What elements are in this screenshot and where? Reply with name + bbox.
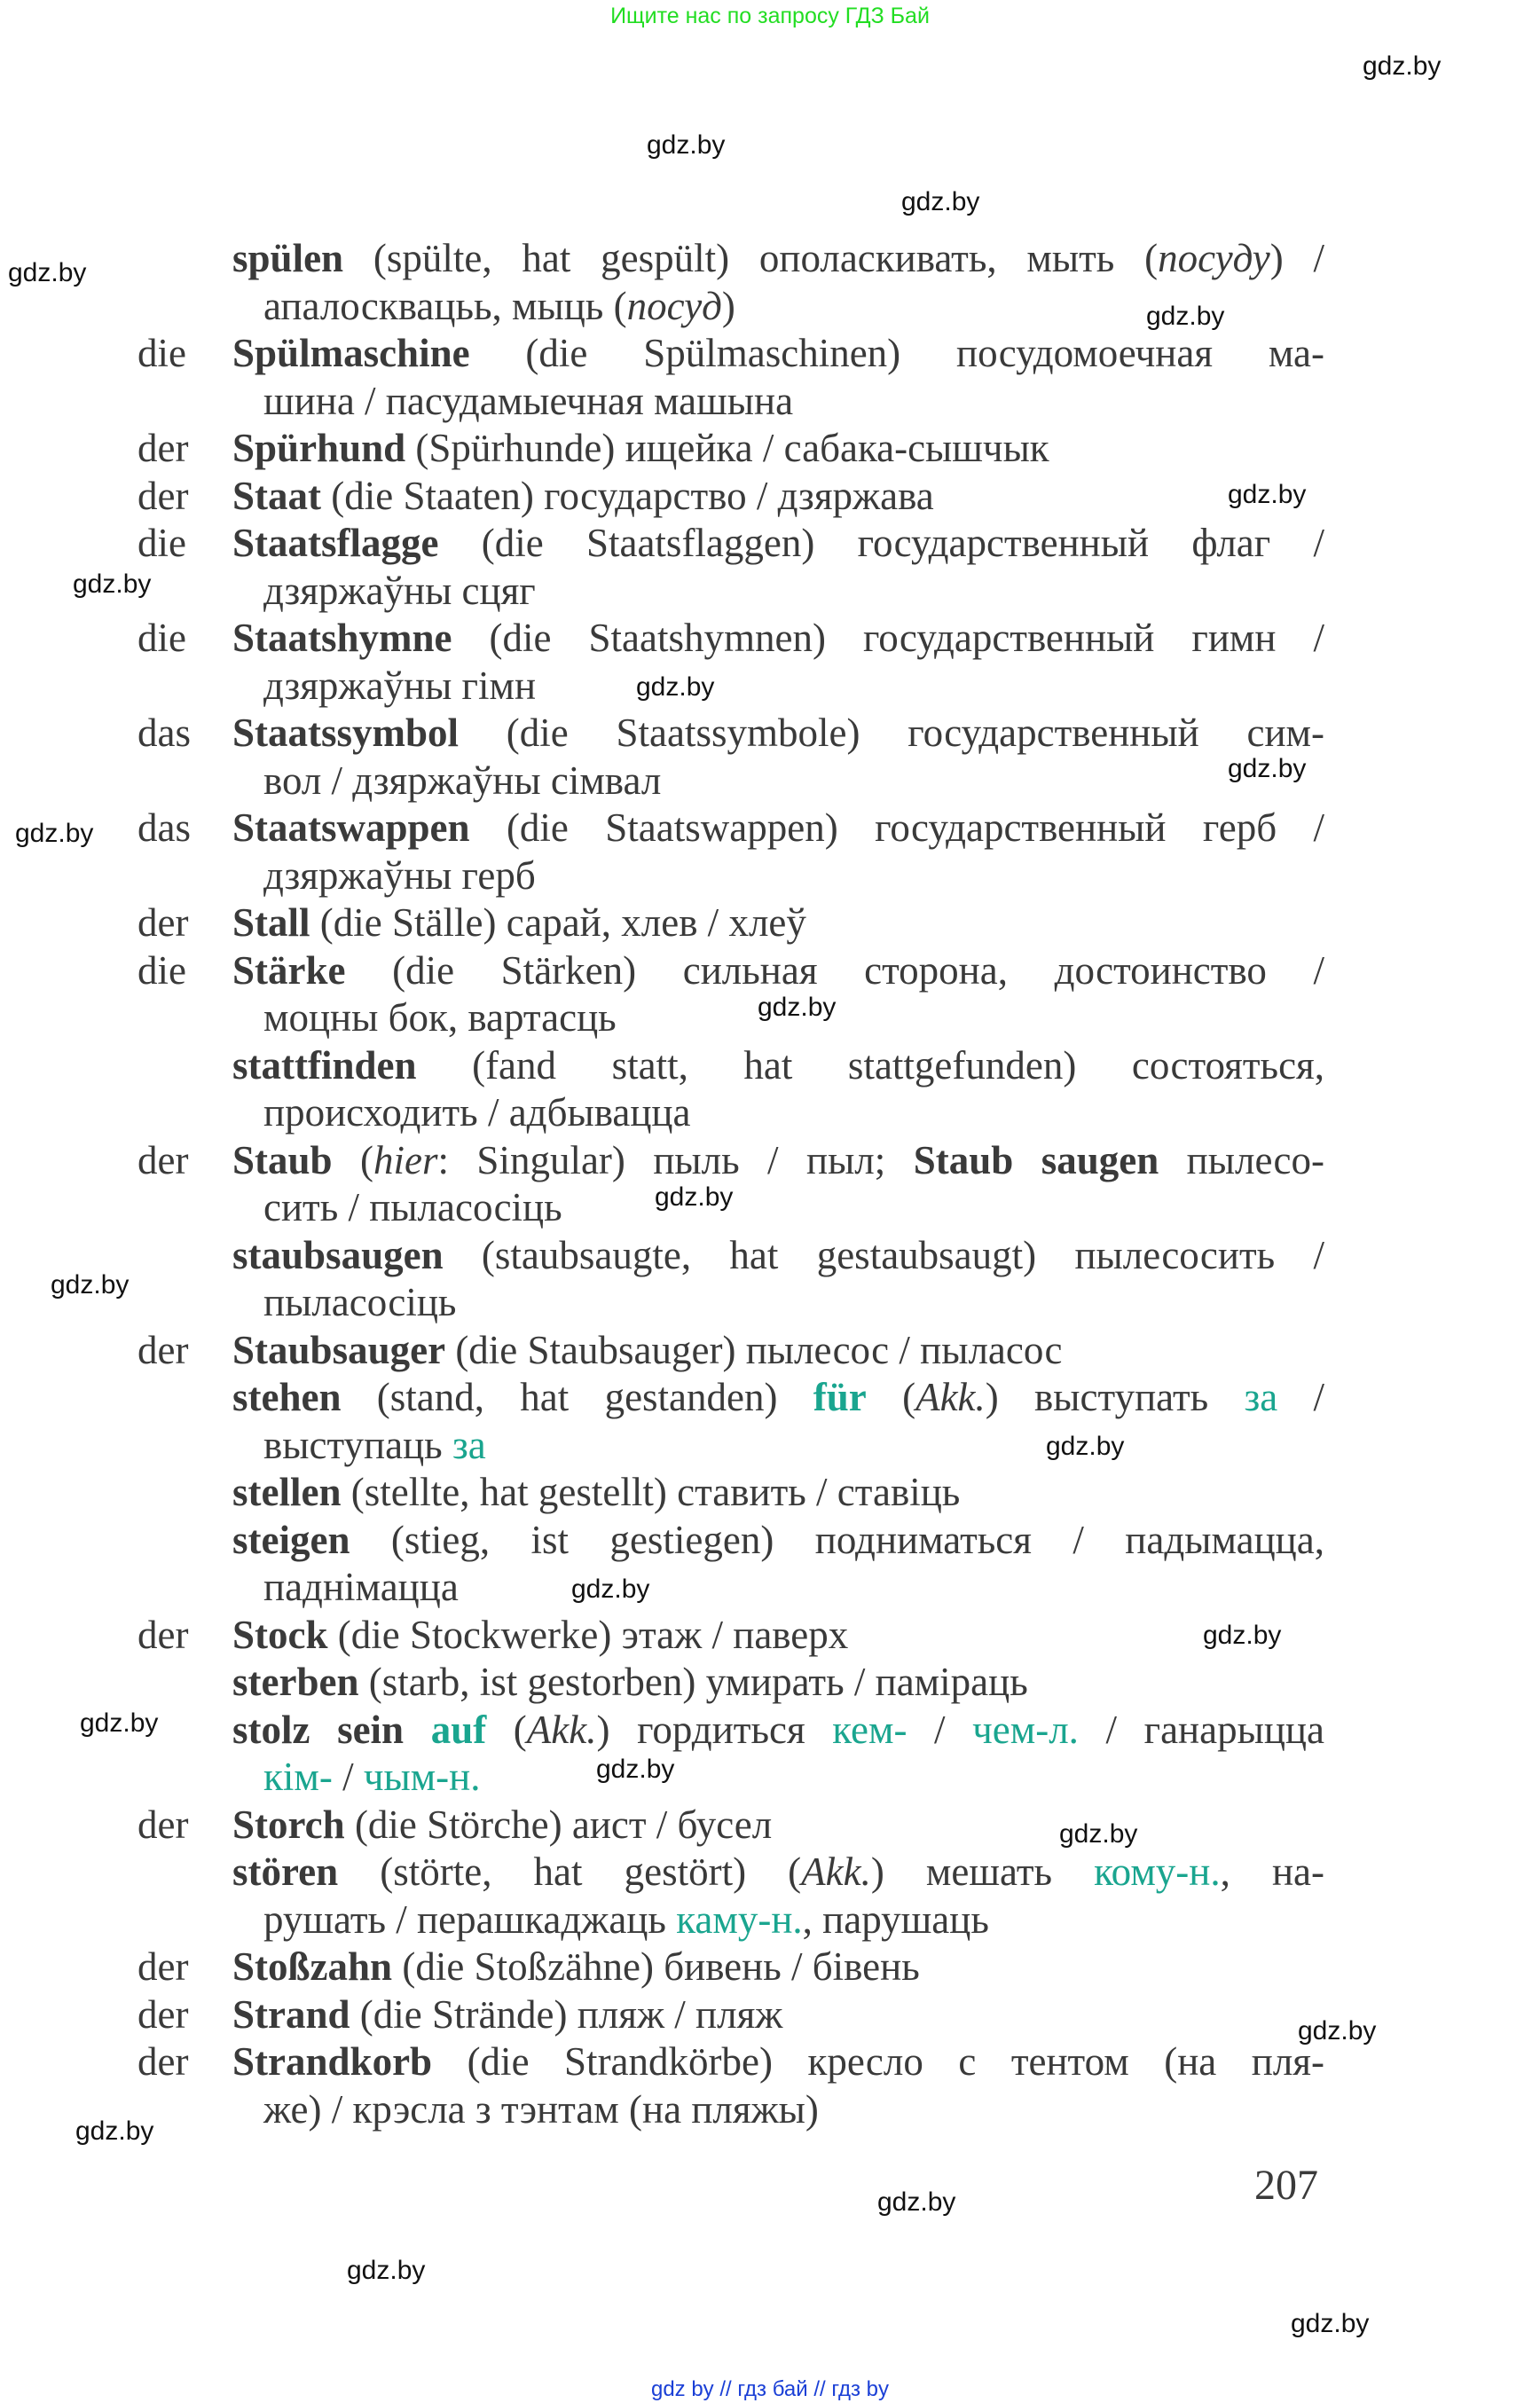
dictionary-entry <box>0 1137 1540 1232</box>
headword: Spülmaschine <box>232 331 470 375</box>
dictionary-entry <box>0 1469 1540 1517</box>
dictionary-entry <box>0 1612 1540 1660</box>
entry-line <box>263 852 1324 900</box>
entry-line <box>232 1944 1324 1991</box>
headword: stehen <box>232 1375 342 1419</box>
entry-text: (starb, ist gestorben) умирать / паміраць <box>358 1660 1028 1704</box>
entry-text: / ганарыцца <box>1078 1707 1324 1752</box>
dictionary-entry <box>0 330 1540 425</box>
entry-line <box>263 1422 1324 1470</box>
watermark: gdz.by <box>596 1755 675 1784</box>
entry-line <box>232 330 1324 378</box>
entry-line <box>232 1517 1324 1565</box>
headword: Staatssymbol <box>232 711 460 755</box>
entry-line <box>232 1612 1324 1660</box>
entry-article: der <box>138 426 189 470</box>
headword: stattfinden <box>232 1042 417 1088</box>
headword: Staub <box>232 1137 333 1182</box>
dictionary-entry <box>0 1374 1540 1469</box>
headword: staubsaugen <box>232 1232 444 1277</box>
entry-text: (die Ställe) сарай, хлев / хлеў <box>310 900 806 945</box>
dictionary-entry <box>0 1659 1540 1707</box>
watermark: gdz.by <box>1363 51 1442 81</box>
entry-line <box>232 947 1324 995</box>
accent-preposition: auf <box>430 1707 487 1752</box>
page-number: 207 <box>1254 2162 1318 2209</box>
dictionary-entry <box>0 1849 1540 1944</box>
watermark: gdz.by <box>347 2256 426 2285</box>
entry-text: (die Strände) пляж / пляж <box>350 1991 783 2037</box>
accent-text: кому-н. <box>1094 1849 1221 1894</box>
entry-line <box>232 1137 1324 1185</box>
accent-text: чым-н. <box>363 1755 481 1799</box>
entry-text: дзяржаўны герб <box>263 852 536 898</box>
entry-text: (die Staubsauger) пылесос / пыласос <box>445 1327 1063 1372</box>
entry-line <box>232 473 1324 521</box>
headword: stellen <box>232 1470 342 1514</box>
entry-text: (die Spülmaschinen) посудомоечная ма- <box>469 331 1324 375</box>
headword: Staub saugen <box>913 1137 1159 1182</box>
entry-line <box>263 1279 1324 1327</box>
entry-line <box>232 1707 1324 1755</box>
entry-line <box>232 1991 1324 2039</box>
headword: Spürhund <box>232 426 406 470</box>
accent-preposition: für <box>813 1375 867 1419</box>
entry-text: (störte, hat gestört) ( <box>338 1849 802 1894</box>
entry-article: der <box>138 1612 189 1657</box>
watermark: gdz.by <box>758 993 837 1022</box>
headword: Staubsauger <box>232 1327 446 1372</box>
entry-line <box>263 1184 1324 1232</box>
footer-links: gdz by // гдз бай // гдз by <box>650 2377 890 2401</box>
search-hint-banner: Ищите нас по запросу ГДЗ Бай <box>610 4 930 28</box>
headword: Storch <box>232 1802 345 1847</box>
italic-text: hier <box>373 1137 438 1182</box>
entry-article: der <box>138 2039 189 2084</box>
entry-text: ( <box>332 1137 373 1182</box>
watermark: gdz.by <box>1291 2309 1370 2338</box>
watermark: gdz.by <box>655 1182 734 1212</box>
watermark: gdz.by <box>647 130 726 160</box>
dictionary-entry <box>0 947 1540 1042</box>
entry-line <box>232 235 1324 283</box>
entry-line <box>263 994 1324 1042</box>
italic-text: Akk. <box>915 1375 986 1419</box>
entry-text: происходить / адбывацца <box>263 1090 691 1135</box>
entry-text: (die Störche) аист / бусел <box>344 1802 773 1847</box>
entry-article: die <box>138 616 186 660</box>
entry-line <box>232 1374 1324 1422</box>
watermark: gdz.by <box>75 2116 154 2146</box>
dictionary-entry <box>0 1707 1540 1802</box>
entry-text: рушать / перашкаджаць <box>263 1896 677 1942</box>
entry-text: же) / крэсла з тэнтам (на пляжы) <box>263 2086 819 2132</box>
entry-text: : Singular) пыль / пыл; <box>437 1137 914 1182</box>
entry-line <box>263 2086 1324 2134</box>
entry-line <box>263 283 1324 331</box>
entry-article: der <box>138 1327 189 1372</box>
entry-text: ) / <box>1269 236 1324 280</box>
watermark: gdz.by <box>1059 1819 1138 1849</box>
accent-text: каму-н. <box>676 1896 803 1942</box>
entry-text: (stand, hat gestanden) <box>341 1375 813 1419</box>
headword: Strandkorb <box>232 2039 433 2084</box>
entry-text: (die Stoßzähne) бивень / бівень <box>392 1944 920 1989</box>
entry-text: шина / пасудамыечная машына <box>263 378 794 423</box>
entry-line <box>232 425 1324 473</box>
entry-text: (die Stärken) сильная сторона, достоинство / <box>345 947 1324 993</box>
watermark: gdz.by <box>901 187 980 216</box>
dictionary-entry <box>0 473 1540 521</box>
headword: stolz sein <box>232 1707 431 1752</box>
entry-text: пылесо- <box>1159 1137 1324 1182</box>
italic-text: Akk. <box>526 1707 597 1752</box>
entry-line <box>263 1564 1324 1612</box>
headword: Staatswappen <box>232 805 470 850</box>
entry-text: (die Staatswappen) государственный герб / <box>469 805 1324 850</box>
dictionary-entry <box>0 2038 1540 2133</box>
entry-text: (die Staatsflaggen) государственный флаг / <box>438 521 1324 565</box>
dictionary-entry <box>0 1042 1540 1137</box>
entry-text: выступаць <box>263 1422 452 1467</box>
watermark: gdz.by <box>1298 2016 1377 2046</box>
dictionary-entry <box>0 615 1540 710</box>
entry-text: дзяржаўны гімн <box>263 663 537 708</box>
entry-text: / <box>1277 1375 1324 1419</box>
accent-text: чем-л. <box>972 1707 1079 1752</box>
headword: Strand <box>232 1991 350 2037</box>
entry-article: das <box>138 805 191 850</box>
entry-text: паднімацца <box>263 1565 459 1609</box>
entry-text: ( <box>486 1707 527 1752</box>
entry-line <box>232 1042 1324 1090</box>
entry-line <box>263 663 1324 711</box>
dictionary-entry <box>0 710 1540 805</box>
headword: Staat <box>232 473 321 518</box>
headword: Stall <box>232 900 310 945</box>
entry-text: (stieg, ist gestiegen) подниматься / падымацца, <box>350 1517 1324 1562</box>
entry-line <box>263 568 1324 616</box>
entry-line <box>263 1089 1324 1137</box>
watermark: gdz.by <box>1203 1621 1282 1650</box>
entry-article: der <box>138 1944 189 1989</box>
entry-article: der <box>138 900 189 945</box>
entry-text: (Spürhunde) ищейка / сабака-сышчык <box>405 426 1049 470</box>
entry-text: апалосквацьь, мыць ( <box>263 283 627 328</box>
entry-text: (die Staatshymnen) государственный гимн / <box>452 616 1324 660</box>
entry-text: пыласосіць <box>263 1280 457 1324</box>
entry-line <box>232 805 1324 852</box>
entry-text: ) мешать <box>870 1849 1095 1894</box>
watermark: gdz.by <box>51 1270 130 1300</box>
entry-line <box>263 758 1324 805</box>
watermark: gdz.by <box>73 569 152 599</box>
watermark: gdz.by <box>636 672 715 702</box>
headword: Stoßzahn <box>232 1944 393 1989</box>
entry-article: die <box>138 947 186 993</box>
entry-text: (die Staatssymbole) государственный сим- <box>459 711 1324 755</box>
entry-article: die <box>138 331 186 375</box>
entry-text: (stellte, hat gestellt) ставить / ставіць <box>341 1470 961 1514</box>
headword: spülen <box>232 236 344 280</box>
dictionary-entry <box>0 1232 1540 1327</box>
entry-text: (staubsaugte, hat gestaubsaugt) пылесосить / <box>443 1232 1324 1277</box>
entry-line <box>232 520 1324 568</box>
entry-line <box>232 2038 1324 2086</box>
entry-text: ) выступать <box>985 1375 1245 1419</box>
entry-line <box>232 1469 1324 1517</box>
watermark: gdz.by <box>1046 1432 1125 1461</box>
entry-line <box>263 1754 1324 1802</box>
entry-text: (die Stockwerke) этаж / паверх <box>327 1612 849 1657</box>
dictionary-entry <box>0 1944 1540 1991</box>
headword: steigen <box>232 1517 350 1562</box>
entry-text: моцны бок, вартасць <box>263 995 617 1040</box>
headword: Stärke <box>232 947 346 993</box>
headword: Staatsflagge <box>232 521 439 565</box>
accent-text: кем- <box>832 1707 908 1752</box>
entry-text: вол / дзяржаўны сімвал <box>263 758 662 803</box>
entry-text: (spülte, hat gespült) ополаскивать, мыть ( <box>343 236 1159 280</box>
dictionary-entry <box>0 1327 1540 1375</box>
watermark: gdz.by <box>80 1708 159 1738</box>
dictionary-entry <box>0 520 1540 615</box>
dictionary-entry <box>0 235 1540 330</box>
entry-text: / <box>907 1707 973 1752</box>
dictionary-entry <box>0 1991 1540 2039</box>
dictionary-entries <box>0 235 1540 2133</box>
headword: stören <box>232 1849 339 1894</box>
entry-line <box>263 378 1324 426</box>
entry-line <box>232 710 1324 758</box>
entry-article: der <box>138 1802 189 1847</box>
watermark: gdz.by <box>1146 302 1225 331</box>
watermark: gdz.by <box>1228 480 1307 509</box>
watermark: gdz.by <box>1228 754 1307 783</box>
accent-text: за <box>452 1422 486 1467</box>
headword: sterben <box>232 1660 359 1704</box>
entry-line <box>232 1849 1324 1896</box>
entry-text: ) гордиться <box>596 1707 833 1752</box>
entry-article: die <box>138 521 186 565</box>
headword: Stock <box>232 1612 328 1657</box>
italic-text: Akk. <box>801 1849 871 1894</box>
accent-text: кім- <box>263 1755 333 1799</box>
entry-line <box>232 899 1324 947</box>
entry-text: , на- <box>1220 1849 1324 1894</box>
watermark: gdz.by <box>8 258 87 287</box>
entry-text: дзяржаўны сцяг <box>263 568 536 613</box>
entry-text: / <box>332 1755 364 1799</box>
entry-text: , парушаць <box>802 1896 989 1942</box>
dictionary-entry <box>0 425 1540 473</box>
headword: Staatshymne <box>232 616 452 660</box>
italic-text: посуду <box>1158 236 1270 280</box>
entry-line <box>232 615 1324 663</box>
dictionary-entry <box>0 1802 1540 1849</box>
entry-text: (fand statt, hat stattgefunden) состояться, <box>416 1042 1324 1088</box>
entry-article: der <box>138 473 189 518</box>
dictionary-entry <box>0 1517 1540 1612</box>
dictionary-entry <box>0 805 1540 899</box>
dictionary-entry <box>0 899 1540 947</box>
entry-line <box>232 1232 1324 1280</box>
entry-article: der <box>138 1991 189 2037</box>
watermark: gdz.by <box>877 2187 956 2217</box>
entry-line <box>263 1896 1324 1944</box>
entry-text: ) <box>721 283 735 328</box>
entry-text: сить / пыласосіць <box>263 1185 562 1229</box>
entry-text: (die Staaten) государство / дзяржава <box>321 473 934 518</box>
italic-text: посуд <box>626 283 722 328</box>
watermark: gdz.by <box>571 1575 650 1604</box>
entry-line <box>232 1659 1324 1707</box>
watermark: gdz.by <box>15 819 94 848</box>
entry-article: der <box>138 1137 189 1182</box>
entry-line <box>232 1802 1324 1849</box>
accent-text: за <box>1244 1375 1278 1419</box>
entry-text: (die Strandkörbe) кресло с тентом (на пля- <box>432 2039 1324 2084</box>
entry-text: ( <box>866 1375 916 1419</box>
entry-article: das <box>138 711 191 755</box>
entry-line <box>232 1327 1324 1375</box>
